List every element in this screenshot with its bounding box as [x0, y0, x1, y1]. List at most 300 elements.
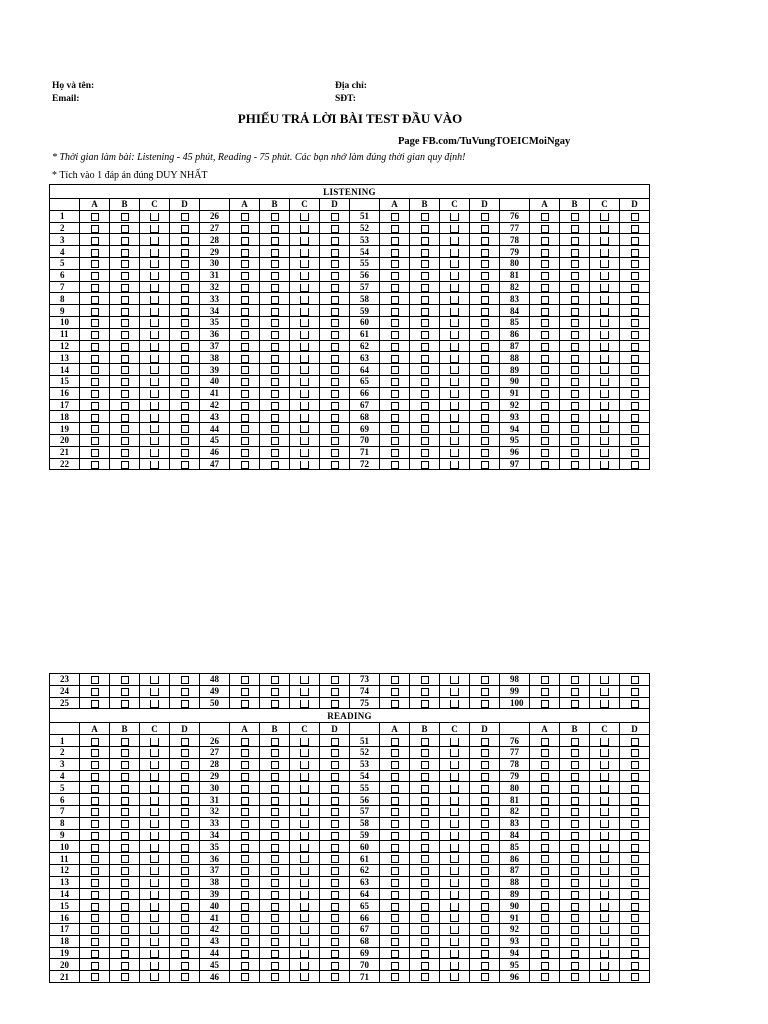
answer-checkbox[interactable]: [241, 284, 249, 292]
answer-checkbox[interactable]: [541, 213, 549, 221]
answer-checkbox[interactable]: [391, 738, 399, 746]
answer-checkbox[interactable]: [300, 449, 309, 457]
answer-checkbox[interactable]: [541, 366, 549, 374]
answer-checkbox[interactable]: [541, 437, 549, 445]
answer-checkbox[interactable]: [150, 319, 159, 327]
answer-checkbox[interactable]: [631, 414, 639, 422]
answer-checkbox[interactable]: [181, 676, 189, 684]
answer-checkbox[interactable]: [631, 926, 639, 934]
answer-checkbox[interactable]: [241, 738, 249, 746]
answer-checkbox[interactable]: [150, 700, 159, 708]
answer-checkbox[interactable]: [91, 366, 99, 374]
answer-checkbox[interactable]: [631, 844, 639, 852]
answer-checkbox[interactable]: [271, 808, 279, 816]
answer-checkbox[interactable]: [541, 425, 549, 433]
answer-checkbox[interactable]: [331, 461, 339, 469]
answer-checkbox[interactable]: [450, 973, 459, 981]
answer-checkbox[interactable]: [481, 366, 489, 374]
answer-checkbox[interactable]: [600, 355, 609, 363]
answer-checkbox[interactable]: [600, 237, 609, 245]
answer-checkbox[interactable]: [121, 785, 129, 793]
answer-checkbox[interactable]: [150, 378, 159, 386]
answer-checkbox[interactable]: [481, 260, 489, 268]
answer-checkbox[interactable]: [421, 366, 429, 374]
answer-checkbox[interactable]: [300, 808, 309, 816]
answer-checkbox[interactable]: [181, 308, 189, 316]
answer-checkbox[interactable]: [631, 249, 639, 257]
answer-checkbox[interactable]: [450, 808, 459, 816]
answer-checkbox[interactable]: [450, 676, 459, 684]
answer-checkbox[interactable]: [300, 761, 309, 769]
answer-checkbox[interactable]: [421, 688, 429, 696]
answer-checkbox[interactable]: [421, 308, 429, 316]
answer-checkbox[interactable]: [600, 820, 609, 828]
answer-checkbox[interactable]: [541, 914, 549, 922]
answer-checkbox[interactable]: [241, 260, 249, 268]
answer-checkbox[interactable]: [450, 249, 459, 257]
answer-checkbox[interactable]: [571, 688, 579, 696]
answer-checkbox[interactable]: [271, 820, 279, 828]
answer-checkbox[interactable]: [300, 973, 309, 981]
answer-checkbox[interactable]: [241, 237, 249, 245]
answer-checkbox[interactable]: [391, 973, 399, 981]
answer-checkbox[interactable]: [331, 449, 339, 457]
answer-checkbox[interactable]: [391, 914, 399, 922]
answer-checkbox[interactable]: [391, 272, 399, 280]
answer-checkbox[interactable]: [121, 308, 129, 316]
answer-checkbox[interactable]: [91, 926, 99, 934]
answer-checkbox[interactable]: [631, 700, 639, 708]
answer-checkbox[interactable]: [271, 461, 279, 469]
answer-checkbox[interactable]: [150, 832, 159, 840]
answer-checkbox[interactable]: [541, 700, 549, 708]
answer-checkbox[interactable]: [91, 343, 99, 351]
answer-checkbox[interactable]: [331, 308, 339, 316]
answer-checkbox[interactable]: [181, 938, 189, 946]
answer-checkbox[interactable]: [571, 366, 579, 374]
answer-checkbox[interactable]: [271, 903, 279, 911]
answer-checkbox[interactable]: [300, 355, 309, 363]
answer-checkbox[interactable]: [150, 296, 159, 304]
answer-checkbox[interactable]: [421, 879, 429, 887]
answer-checkbox[interactable]: [391, 700, 399, 708]
answer-checkbox[interactable]: [181, 891, 189, 899]
answer-checkbox[interactable]: [150, 366, 159, 374]
answer-checkbox[interactable]: [300, 366, 309, 374]
answer-checkbox[interactable]: [121, 449, 129, 457]
answer-checkbox[interactable]: [391, 808, 399, 816]
answer-checkbox[interactable]: [541, 237, 549, 245]
answer-checkbox[interactable]: [300, 914, 309, 922]
answer-checkbox[interactable]: [631, 938, 639, 946]
answer-checkbox[interactable]: [391, 437, 399, 445]
answer-checkbox[interactable]: [271, 284, 279, 292]
answer-checkbox[interactable]: [571, 355, 579, 363]
answer-checkbox[interactable]: [241, 785, 249, 793]
answer-checkbox[interactable]: [181, 461, 189, 469]
answer-checkbox[interactable]: [421, 855, 429, 863]
answer-checkbox[interactable]: [181, 903, 189, 911]
answer-checkbox[interactable]: [571, 855, 579, 863]
answer-checkbox[interactable]: [541, 284, 549, 292]
answer-checkbox[interactable]: [181, 225, 189, 233]
answer-checkbox[interactable]: [481, 738, 489, 746]
answer-checkbox[interactable]: [600, 343, 609, 351]
answer-checkbox[interactable]: [181, 973, 189, 981]
answer-checkbox[interactable]: [121, 390, 129, 398]
answer-checkbox[interactable]: [271, 319, 279, 327]
answer-checkbox[interactable]: [241, 820, 249, 828]
answer-checkbox[interactable]: [241, 366, 249, 374]
answer-checkbox[interactable]: [481, 284, 489, 292]
answer-checkbox[interactable]: [481, 808, 489, 816]
answer-checkbox[interactable]: [91, 308, 99, 316]
answer-checkbox[interactable]: [481, 355, 489, 363]
answer-checkbox[interactable]: [91, 832, 99, 840]
answer-checkbox[interactable]: [481, 296, 489, 304]
answer-checkbox[interactable]: [481, 844, 489, 852]
answer-checkbox[interactable]: [121, 938, 129, 946]
answer-checkbox[interactable]: [450, 820, 459, 828]
answer-checkbox[interactable]: [481, 676, 489, 684]
answer-checkbox[interactable]: [421, 950, 429, 958]
answer-checkbox[interactable]: [631, 378, 639, 386]
answer-checkbox[interactable]: [241, 844, 249, 852]
answer-checkbox[interactable]: [421, 820, 429, 828]
answer-checkbox[interactable]: [271, 390, 279, 398]
answer-checkbox[interactable]: [91, 260, 99, 268]
answer-checkbox[interactable]: [91, 797, 99, 805]
answer-checkbox[interactable]: [541, 749, 549, 757]
answer-checkbox[interactable]: [241, 437, 249, 445]
answer-checkbox[interactable]: [481, 437, 489, 445]
answer-checkbox[interactable]: [450, 903, 459, 911]
answer-checkbox[interactable]: [91, 973, 99, 981]
answer-checkbox[interactable]: [600, 366, 609, 374]
answer-checkbox[interactable]: [421, 296, 429, 304]
answer-checkbox[interactable]: [631, 855, 639, 863]
answer-checkbox[interactable]: [150, 225, 159, 233]
answer-checkbox[interactable]: [331, 425, 339, 433]
answer-checkbox[interactable]: [631, 785, 639, 793]
answer-checkbox[interactable]: [481, 390, 489, 398]
answer-checkbox[interactable]: [91, 319, 99, 327]
answer-checkbox[interactable]: [150, 249, 159, 257]
answer-checkbox[interactable]: [241, 331, 249, 339]
answer-checkbox[interactable]: [571, 879, 579, 887]
answer-checkbox[interactable]: [121, 378, 129, 386]
answer-checkbox[interactable]: [331, 343, 339, 351]
answer-checkbox[interactable]: [421, 903, 429, 911]
answer-checkbox[interactable]: [631, 284, 639, 292]
answer-checkbox[interactable]: [600, 449, 609, 457]
answer-checkbox[interactable]: [481, 926, 489, 934]
answer-checkbox[interactable]: [271, 891, 279, 899]
answer-checkbox[interactable]: [300, 832, 309, 840]
answer-checkbox[interactable]: [571, 820, 579, 828]
answer-checkbox[interactable]: [481, 973, 489, 981]
answer-checkbox[interactable]: [571, 926, 579, 934]
answer-checkbox[interactable]: [331, 260, 339, 268]
answer-checkbox[interactable]: [300, 797, 309, 805]
answer-checkbox[interactable]: [391, 237, 399, 245]
answer-checkbox[interactable]: [600, 738, 609, 746]
answer-checkbox[interactable]: [91, 378, 99, 386]
answer-checkbox[interactable]: [271, 973, 279, 981]
answer-checkbox[interactable]: [571, 749, 579, 757]
answer-checkbox[interactable]: [121, 437, 129, 445]
answer-checkbox[interactable]: [150, 785, 159, 793]
answer-checkbox[interactable]: [271, 926, 279, 934]
answer-checkbox[interactable]: [181, 437, 189, 445]
answer-checkbox[interactable]: [481, 688, 489, 696]
answer-checkbox[interactable]: [571, 331, 579, 339]
answer-checkbox[interactable]: [571, 738, 579, 746]
answer-checkbox[interactable]: [421, 343, 429, 351]
answer-checkbox[interactable]: [181, 773, 189, 781]
answer-checkbox[interactable]: [391, 225, 399, 233]
answer-checkbox[interactable]: [450, 867, 459, 875]
answer-checkbox[interactable]: [331, 213, 339, 221]
answer-checkbox[interactable]: [541, 973, 549, 981]
answer-checkbox[interactable]: [181, 284, 189, 292]
answer-checkbox[interactable]: [631, 676, 639, 684]
answer-checkbox[interactable]: [91, 449, 99, 457]
answer-checkbox[interactable]: [421, 962, 429, 970]
answer-checkbox[interactable]: [421, 355, 429, 363]
answer-checkbox[interactable]: [150, 855, 159, 863]
answer-checkbox[interactable]: [450, 962, 459, 970]
answer-checkbox[interactable]: [300, 425, 309, 433]
answer-checkbox[interactable]: [541, 867, 549, 875]
answer-checkbox[interactable]: [300, 676, 309, 684]
answer-checkbox[interactable]: [421, 773, 429, 781]
answer-checkbox[interactable]: [481, 867, 489, 875]
answer-checkbox[interactable]: [181, 343, 189, 351]
answer-checkbox[interactable]: [571, 785, 579, 793]
answer-checkbox[interactable]: [571, 249, 579, 257]
answer-checkbox[interactable]: [571, 867, 579, 875]
answer-checkbox[interactable]: [450, 688, 459, 696]
answer-checkbox[interactable]: [271, 950, 279, 958]
answer-checkbox[interactable]: [241, 938, 249, 946]
answer-checkbox[interactable]: [631, 225, 639, 233]
answer-checkbox[interactable]: [241, 249, 249, 257]
answer-checkbox[interactable]: [541, 808, 549, 816]
answer-checkbox[interactable]: [91, 938, 99, 946]
answer-checkbox[interactable]: [541, 331, 549, 339]
answer-checkbox[interactable]: [450, 284, 459, 292]
answer-checkbox[interactable]: [121, 738, 129, 746]
answer-checkbox[interactable]: [241, 914, 249, 922]
answer-checkbox[interactable]: [150, 425, 159, 433]
answer-checkbox[interactable]: [121, 366, 129, 374]
answer-checkbox[interactable]: [481, 879, 489, 887]
answer-checkbox[interactable]: [391, 260, 399, 268]
answer-checkbox[interactable]: [91, 891, 99, 899]
answer-checkbox[interactable]: [241, 225, 249, 233]
answer-checkbox[interactable]: [150, 343, 159, 351]
answer-checkbox[interactable]: [631, 425, 639, 433]
answer-checkbox[interactable]: [150, 891, 159, 899]
answer-checkbox[interactable]: [241, 213, 249, 221]
answer-checkbox[interactable]: [121, 688, 129, 696]
answer-checkbox[interactable]: [631, 797, 639, 805]
answer-checkbox[interactable]: [421, 437, 429, 445]
answer-checkbox[interactable]: [300, 844, 309, 852]
answer-checkbox[interactable]: [631, 832, 639, 840]
answer-checkbox[interactable]: [391, 308, 399, 316]
answer-checkbox[interactable]: [450, 761, 459, 769]
answer-checkbox[interactable]: [331, 820, 339, 828]
answer-checkbox[interactable]: [421, 844, 429, 852]
answer-checkbox[interactable]: [121, 950, 129, 958]
answer-checkbox[interactable]: [121, 260, 129, 268]
answer-checkbox[interactable]: [271, 700, 279, 708]
answer-checkbox[interactable]: [241, 688, 249, 696]
answer-checkbox[interactable]: [331, 950, 339, 958]
answer-checkbox[interactable]: [271, 425, 279, 433]
answer-checkbox[interactable]: [450, 390, 459, 398]
answer-checkbox[interactable]: [600, 914, 609, 922]
answer-checkbox[interactable]: [631, 390, 639, 398]
answer-checkbox[interactable]: [150, 437, 159, 445]
answer-checkbox[interactable]: [391, 926, 399, 934]
answer-checkbox[interactable]: [481, 319, 489, 327]
answer-checkbox[interactable]: [91, 355, 99, 363]
answer-checkbox[interactable]: [541, 926, 549, 934]
answer-checkbox[interactable]: [541, 773, 549, 781]
answer-checkbox[interactable]: [241, 272, 249, 280]
answer-checkbox[interactable]: [481, 903, 489, 911]
answer-checkbox[interactable]: [121, 973, 129, 981]
answer-checkbox[interactable]: [300, 879, 309, 887]
answer-checkbox[interactable]: [271, 962, 279, 970]
answer-checkbox[interactable]: [181, 785, 189, 793]
answer-checkbox[interactable]: [450, 950, 459, 958]
answer-checkbox[interactable]: [91, 867, 99, 875]
answer-checkbox[interactable]: [421, 331, 429, 339]
answer-checkbox[interactable]: [150, 402, 159, 410]
answer-checkbox[interactable]: [181, 449, 189, 457]
answer-checkbox[interactable]: [421, 749, 429, 757]
answer-checkbox[interactable]: [150, 938, 159, 946]
answer-checkbox[interactable]: [571, 962, 579, 970]
answer-checkbox[interactable]: [450, 785, 459, 793]
answer-checkbox[interactable]: [331, 366, 339, 374]
answer-checkbox[interactable]: [631, 272, 639, 280]
answer-checkbox[interactable]: [181, 749, 189, 757]
answer-checkbox[interactable]: [450, 938, 459, 946]
answer-checkbox[interactable]: [150, 260, 159, 268]
answer-checkbox[interactable]: [300, 225, 309, 233]
answer-checkbox[interactable]: [241, 903, 249, 911]
answer-checkbox[interactable]: [571, 797, 579, 805]
answer-checkbox[interactable]: [450, 213, 459, 221]
answer-checkbox[interactable]: [91, 914, 99, 922]
answer-checkbox[interactable]: [181, 378, 189, 386]
answer-checkbox[interactable]: [450, 700, 459, 708]
answer-checkbox[interactable]: [571, 378, 579, 386]
answer-checkbox[interactable]: [241, 378, 249, 386]
answer-checkbox[interactable]: [121, 879, 129, 887]
answer-checkbox[interactable]: [391, 461, 399, 469]
answer-checkbox[interactable]: [541, 414, 549, 422]
answer-checkbox[interactable]: [150, 355, 159, 363]
answer-checkbox[interactable]: [91, 414, 99, 422]
answer-checkbox[interactable]: [481, 832, 489, 840]
answer-checkbox[interactable]: [481, 449, 489, 457]
answer-checkbox[interactable]: [300, 319, 309, 327]
answer-checkbox[interactable]: [331, 402, 339, 410]
answer-checkbox[interactable]: [600, 437, 609, 445]
answer-checkbox[interactable]: [121, 331, 129, 339]
answer-checkbox[interactable]: [391, 355, 399, 363]
answer-checkbox[interactable]: [271, 260, 279, 268]
answer-checkbox[interactable]: [91, 437, 99, 445]
answer-checkbox[interactable]: [600, 319, 609, 327]
answer-checkbox[interactable]: [631, 402, 639, 410]
answer-checkbox[interactable]: [91, 402, 99, 410]
answer-checkbox[interactable]: [181, 832, 189, 840]
answer-checkbox[interactable]: [481, 331, 489, 339]
answer-checkbox[interactable]: [91, 773, 99, 781]
answer-checkbox[interactable]: [300, 738, 309, 746]
answer-checkbox[interactable]: [331, 903, 339, 911]
answer-checkbox[interactable]: [271, 437, 279, 445]
answer-checkbox[interactable]: [631, 319, 639, 327]
answer-checkbox[interactable]: [121, 891, 129, 899]
answer-checkbox[interactable]: [331, 319, 339, 327]
answer-checkbox[interactable]: [450, 749, 459, 757]
answer-checkbox[interactable]: [631, 449, 639, 457]
answer-checkbox[interactable]: [300, 213, 309, 221]
answer-checkbox[interactable]: [631, 962, 639, 970]
answer-checkbox[interactable]: [150, 272, 159, 280]
answer-checkbox[interactable]: [541, 820, 549, 828]
answer-checkbox[interactable]: [331, 938, 339, 946]
answer-checkbox[interactable]: [421, 260, 429, 268]
answer-checkbox[interactable]: [421, 926, 429, 934]
answer-checkbox[interactable]: [331, 437, 339, 445]
answer-checkbox[interactable]: [481, 402, 489, 410]
answer-checkbox[interactable]: [600, 844, 609, 852]
answer-checkbox[interactable]: [450, 855, 459, 863]
answer-checkbox[interactable]: [450, 225, 459, 233]
answer-checkbox[interactable]: [481, 461, 489, 469]
answer-checkbox[interactable]: [91, 296, 99, 304]
answer-checkbox[interactable]: [450, 832, 459, 840]
answer-checkbox[interactable]: [481, 414, 489, 422]
answer-checkbox[interactable]: [150, 867, 159, 875]
answer-checkbox[interactable]: [181, 425, 189, 433]
answer-checkbox[interactable]: [421, 319, 429, 327]
answer-checkbox[interactable]: [600, 832, 609, 840]
answer-checkbox[interactable]: [271, 914, 279, 922]
answer-checkbox[interactable]: [331, 676, 339, 684]
answer-checkbox[interactable]: [300, 962, 309, 970]
answer-checkbox[interactable]: [91, 785, 99, 793]
answer-checkbox[interactable]: [331, 855, 339, 863]
answer-checkbox[interactable]: [181, 213, 189, 221]
answer-checkbox[interactable]: [421, 761, 429, 769]
answer-checkbox[interactable]: [391, 749, 399, 757]
answer-checkbox[interactable]: [571, 402, 579, 410]
answer-checkbox[interactable]: [631, 914, 639, 922]
answer-checkbox[interactable]: [631, 891, 639, 899]
answer-checkbox[interactable]: [600, 879, 609, 887]
answer-checkbox[interactable]: [541, 402, 549, 410]
